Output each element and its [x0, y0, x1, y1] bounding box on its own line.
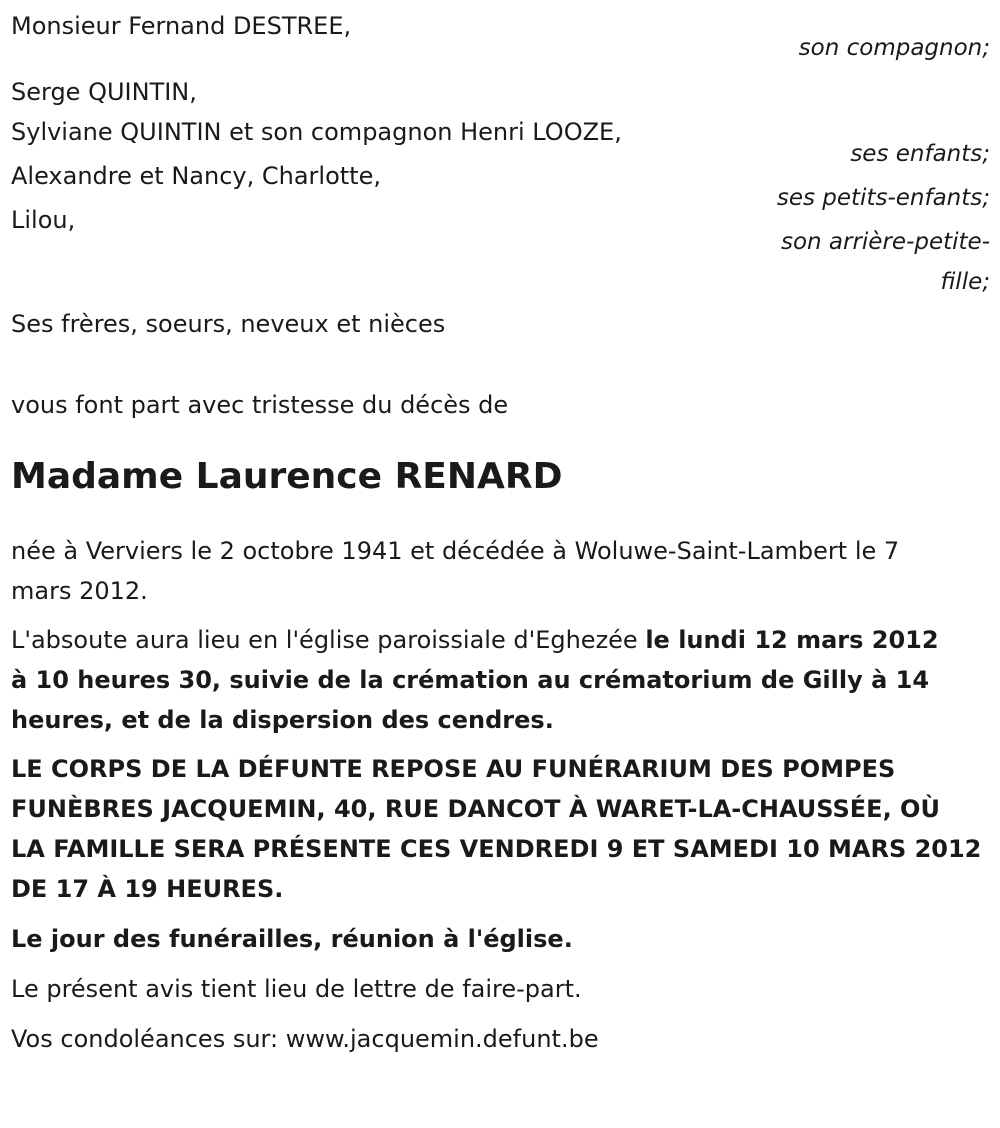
viewing-line-4: DE 17 À 19 HEURES.: [11, 875, 284, 903]
family-line-partner: Monsieur Fernand DESTREE,: [11, 12, 352, 40]
viewing-line-1: LE CORPS DE LA DÉFUNTE REPOSE AU FUNÉRARIUM DES POMPES: [11, 755, 896, 783]
family-line-great-grandchild: Lilou,: [11, 206, 76, 234]
meeting-text: Le jour des funérailles, réunion à l'église.: [11, 925, 573, 953]
deceased-name: Madame Laurence RENARD: [11, 456, 563, 497]
viewing-line-2: FUNÈBRES JACQUEMIN, 40, RUE DANCOT À WARET-LA-CHAUSSÉE, OÙ: [11, 795, 940, 823]
ceremony-date: le lundi 12 mars 2012: [645, 626, 939, 654]
family-line-son: Serge QUINTIN,: [11, 78, 197, 106]
ceremony-paragraph: [11, 620, 990, 740]
role-great-grandchild-a: son arrière-petite-: [780, 229, 990, 255]
viewing-line-3: LA FAMILLE SERA PRÉSENTE CES VENDREDI 9 ET SAMEDI 10 MARS 2012: [11, 835, 982, 863]
condolences-text: Vos condoléances sur: www.jacquemin.defunt.be: [11, 1025, 599, 1053]
role-grandchildren: ses petits-enfants;: [776, 185, 990, 211]
family-line-daughter: Sylviane QUINTIN et son compagnon Henri LOOZE,: [11, 118, 622, 146]
family-line-siblings: Ses frères, soeurs, neveux et nièces: [11, 310, 446, 338]
role-great-grandchild-b: fille;: [940, 269, 990, 295]
role-partner: son compagnon;: [798, 35, 990, 61]
viewing-paragraph: [11, 749, 990, 909]
ceremony-intro: L'absoute aura lieu en l'église paroissiale d'Eghezée: [11, 626, 646, 654]
role-children: ses enfants;: [850, 141, 990, 167]
family-line-grandchildren: Alexandre et Nancy, Charlotte,: [11, 162, 381, 190]
ceremony-dispersion: heures, et de la dispersion des cendres.: [11, 706, 554, 734]
birth-death-line-1: née à Verviers le 2 octobre 1941 et décédée à Woluwe-Saint-Lambert le 7: [11, 537, 900, 565]
notice-text: Le présent avis tient lieu de lettre de faire-part.: [11, 975, 582, 1003]
announcement-text: vous font part avec tristesse du décès de: [11, 391, 509, 419]
birth-death-line-2: mars 2012.: [11, 577, 148, 605]
ceremony-time: à 10 heures 30, suivie de la crémation au crématorium de Gilly à 14: [11, 666, 930, 694]
